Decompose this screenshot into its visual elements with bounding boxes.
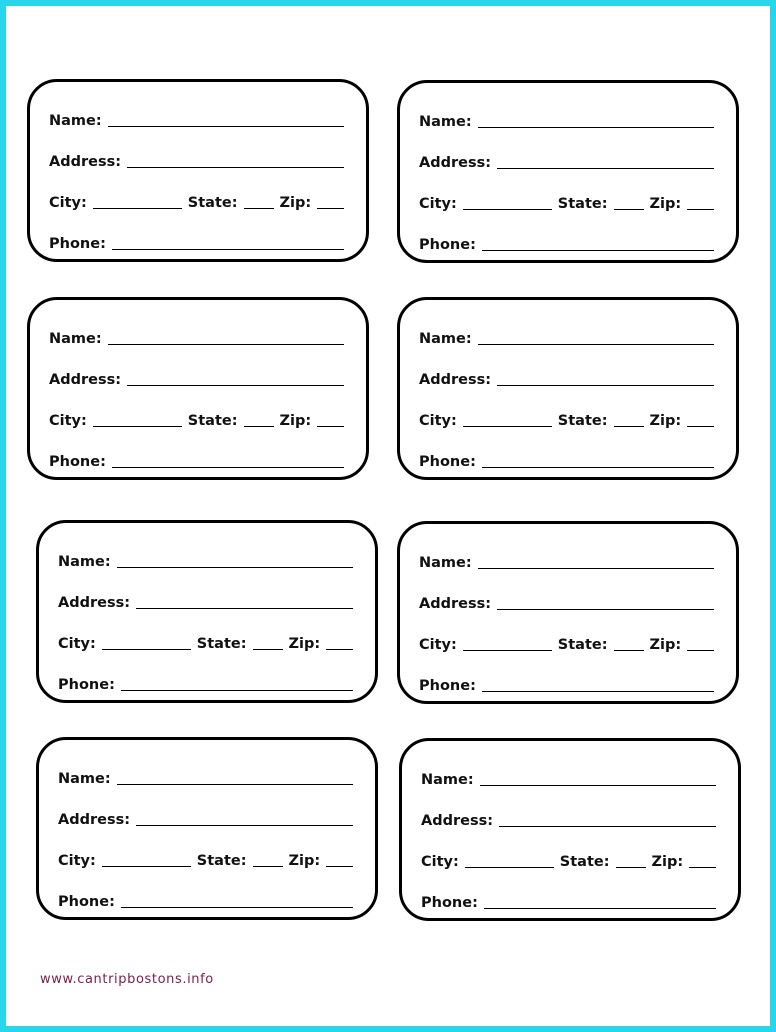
- state-label: State:: [559, 854, 610, 870]
- city-field-line: [93, 208, 182, 209]
- zip-field-line: [687, 426, 714, 427]
- zip-label: Zip:: [649, 196, 682, 212]
- state-label: State:: [187, 195, 238, 211]
- address-field-line: [497, 385, 714, 386]
- city-field-line: [465, 867, 554, 868]
- name-field-line: [117, 567, 353, 568]
- zip-label: Zip:: [649, 413, 682, 429]
- state-label: State:: [557, 637, 608, 653]
- name-field-line: [478, 127, 714, 128]
- address-label: Address:: [421, 813, 494, 829]
- zip-field-line: [687, 650, 714, 651]
- state-field-line: [253, 866, 283, 867]
- phone-row: [49, 231, 344, 253]
- phone-label: Phone:: [58, 894, 115, 910]
- city-state-zip-row: [49, 408, 344, 430]
- address-label: Address:: [58, 812, 131, 828]
- phone-label: Phone:: [49, 236, 106, 252]
- name-label: Name:: [419, 114, 472, 130]
- phone-row: [421, 890, 716, 912]
- city-label: City:: [58, 853, 96, 869]
- phone-field-line: [112, 249, 344, 250]
- name-field-line: [108, 126, 344, 127]
- name-field-line: [478, 568, 714, 569]
- name-label: Name:: [419, 331, 472, 347]
- city-label: City:: [421, 854, 459, 870]
- city-label: City:: [58, 636, 96, 652]
- name-row: [49, 108, 344, 130]
- zip-field-line: [317, 208, 344, 209]
- address-label-card-1: [27, 79, 369, 262]
- address-row: [419, 150, 714, 172]
- city-label: City:: [49, 413, 87, 429]
- state-label: State:: [557, 196, 608, 212]
- phone-field-line: [482, 250, 714, 251]
- name-row: [421, 767, 716, 789]
- address-row: [49, 149, 344, 171]
- address-label: Address:: [49, 372, 122, 388]
- state-label: State:: [196, 853, 247, 869]
- zip-label: Zip:: [279, 195, 312, 211]
- phone-row: [419, 673, 714, 695]
- city-field-line: [463, 209, 552, 210]
- zip-label: Zip:: [649, 637, 682, 653]
- address-label-card-2: [397, 80, 739, 263]
- city-label: City:: [419, 637, 457, 653]
- zip-field-line: [326, 866, 353, 867]
- address-row: [49, 367, 344, 389]
- phone-label: Phone:: [419, 454, 476, 470]
- phone-row: [49, 449, 344, 471]
- name-row: [58, 766, 353, 788]
- phone-field-line: [121, 907, 353, 908]
- name-field-line: [478, 344, 714, 345]
- name-row: [419, 326, 714, 348]
- address-field-line: [499, 826, 716, 827]
- address-field-line: [127, 385, 344, 386]
- name-row: [49, 326, 344, 348]
- phone-row: [58, 889, 353, 911]
- address-field-line: [497, 168, 714, 169]
- phone-row: [419, 232, 714, 254]
- address-field-line: [136, 608, 353, 609]
- phone-row: [58, 672, 353, 694]
- name-label: Name:: [419, 555, 472, 571]
- city-state-zip-row: [421, 849, 716, 871]
- city-label: City:: [419, 196, 457, 212]
- zip-label: Zip:: [651, 854, 684, 870]
- zip-field-line: [317, 426, 344, 427]
- state-field-line: [244, 426, 274, 427]
- address-label-card-5: [36, 520, 378, 703]
- zip-field-line: [687, 209, 714, 210]
- phone-label: Phone:: [49, 454, 106, 470]
- city-state-zip-row: [419, 191, 714, 213]
- name-label: Name:: [58, 771, 111, 787]
- city-field-line: [102, 649, 191, 650]
- address-label: Address:: [419, 596, 492, 612]
- name-field-line: [108, 344, 344, 345]
- phone-row: [419, 449, 714, 471]
- address-field-line: [497, 609, 714, 610]
- state-label: State:: [196, 636, 247, 652]
- phone-field-line: [482, 691, 714, 692]
- phone-field-line: [484, 908, 716, 909]
- city-state-zip-row: [58, 631, 353, 653]
- address-row: [58, 807, 353, 829]
- city-field-line: [93, 426, 182, 427]
- state-field-line: [614, 209, 644, 210]
- address-label-card-6: [397, 521, 739, 704]
- city-state-zip-row: [49, 190, 344, 212]
- address-label: Address:: [49, 154, 122, 170]
- state-label: State:: [557, 413, 608, 429]
- address-row: [419, 591, 714, 613]
- state-field-line: [253, 649, 283, 650]
- city-state-zip-row: [58, 848, 353, 870]
- address-field-line: [136, 825, 353, 826]
- phone-label: Phone:: [419, 237, 476, 253]
- phone-field-line: [112, 467, 344, 468]
- name-label: Name:: [49, 331, 102, 347]
- zip-field-line: [326, 649, 353, 650]
- address-label-card-3: [27, 297, 369, 480]
- address-label: Address:: [58, 595, 131, 611]
- name-label: Name:: [58, 554, 111, 570]
- zip-field-line: [689, 867, 716, 868]
- address-label-card-7: [36, 737, 378, 920]
- city-state-zip-row: [419, 408, 714, 430]
- state-field-line: [614, 426, 644, 427]
- address-label-card-8: [399, 738, 741, 921]
- state-field-line: [616, 867, 646, 868]
- name-row: [419, 550, 714, 572]
- phone-label: Phone:: [58, 677, 115, 693]
- city-field-line: [102, 866, 191, 867]
- address-label-card-4: [397, 297, 739, 480]
- phone-field-line: [121, 690, 353, 691]
- state-label: State:: [187, 413, 238, 429]
- address-label: Address:: [419, 155, 492, 171]
- city-label: City:: [49, 195, 87, 211]
- phone-field-line: [482, 467, 714, 468]
- address-label: Address:: [419, 372, 492, 388]
- name-field-line: [480, 785, 716, 786]
- name-row: [419, 109, 714, 131]
- city-label: City:: [419, 413, 457, 429]
- name-row: [58, 549, 353, 571]
- zip-label: Zip:: [288, 853, 321, 869]
- state-field-line: [614, 650, 644, 651]
- address-row: [58, 590, 353, 612]
- zip-label: Zip:: [288, 636, 321, 652]
- state-field-line: [244, 208, 274, 209]
- phone-label: Phone:: [419, 678, 476, 694]
- city-field-line: [463, 650, 552, 651]
- name-label: Name:: [421, 772, 474, 788]
- city-field-line: [463, 426, 552, 427]
- source-url: www.cantripbostons.info: [40, 972, 214, 987]
- name-field-line: [117, 784, 353, 785]
- name-label: Name:: [49, 113, 102, 129]
- address-row: [421, 808, 716, 830]
- address-field-line: [127, 167, 344, 168]
- address-row: [419, 367, 714, 389]
- phone-label: Phone:: [421, 895, 478, 911]
- city-state-zip-row: [419, 632, 714, 654]
- zip-label: Zip:: [279, 413, 312, 429]
